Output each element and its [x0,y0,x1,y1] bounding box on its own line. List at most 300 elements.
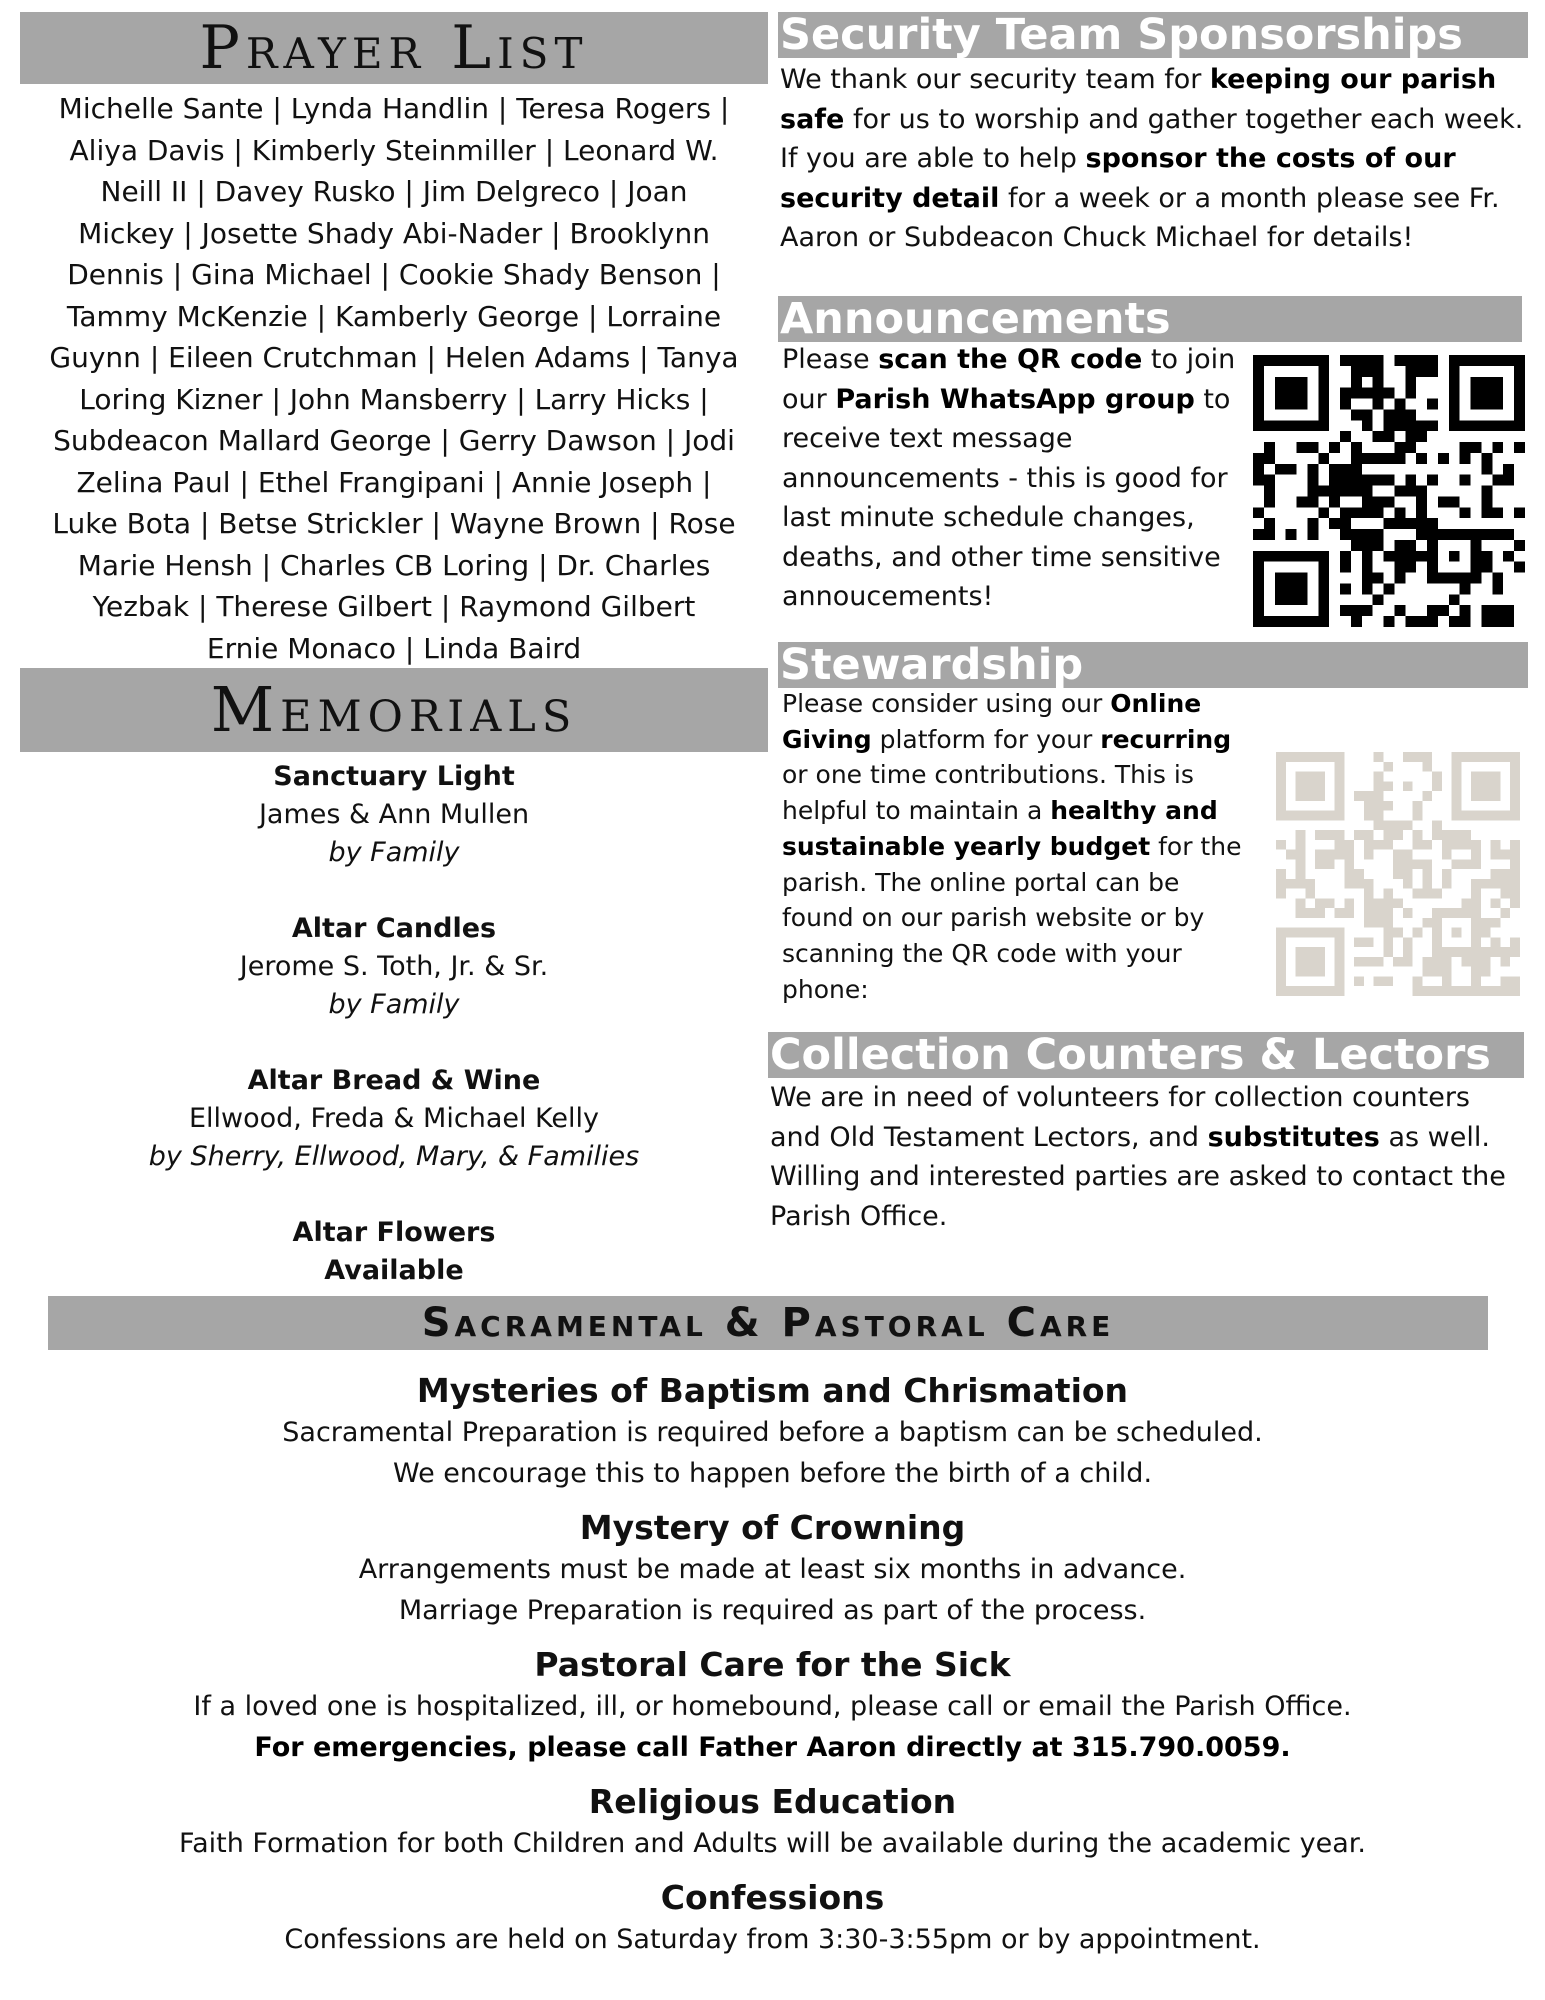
baptism-line-2: We encourage this to happen before the birth of a child. [392,1458,1153,1489]
qr-module [1416,431,1427,442]
qr-module [1276,889,1286,899]
confessions-line-1: Confessions are held on Saturday from 3:30-3:55pm or by appointment. [284,1924,1261,1955]
qr-module [1344,898,1354,908]
qr-module [1354,957,1364,967]
qr-module [1471,889,1481,899]
announcements-text-3: to receive text message announcements - this is good for last minute schedule changes, deaths, and other time sensitive annoucements! [782,383,1231,612]
qr-module [1427,616,1438,627]
qr-module [1514,562,1525,573]
crowning-line-2: Marriage Preparation is required as part of the process. [398,1595,1147,1626]
qr-module [1362,507,1373,518]
stewardship-text-4: for the parish. The online portal can be found on our parish website or by scanning the QR code with your phone: [782,831,1242,1004]
qr-module [1413,830,1423,840]
qr-module [1432,967,1442,977]
qr-module [1481,986,1491,996]
qr-module [1297,442,1308,453]
qr-module [1461,830,1471,840]
sacramental-header-bar [48,1296,1488,1350]
qr-module [1373,431,1384,442]
qr-module [1373,366,1384,377]
qr-module [1351,605,1362,616]
qr-module [1364,908,1374,918]
qr-module [1275,464,1286,475]
qr-module [1374,811,1384,821]
qr-module [1394,518,1405,529]
qr-module [1276,879,1286,889]
qr-module [1305,879,1315,889]
qr-module [1315,859,1325,869]
qr-module [1481,967,1491,977]
qr-module [1503,464,1514,475]
qr-module [1471,772,1500,801]
qr-module [1384,453,1395,464]
qr-module [1374,898,1384,908]
qr-module [1351,540,1362,551]
memorial-item [20,758,768,872]
qr-module [1413,859,1423,869]
qr-module [1364,791,1374,801]
qr-module [1383,820,1393,830]
qr-module [1510,986,1520,996]
qr-module [1364,889,1374,899]
memorials-title: Memorials [210,673,578,746]
qr-module [1351,486,1362,497]
qr-module [1383,840,1393,850]
whatsapp-qr-code-icon[interactable] [1253,355,1525,627]
qr-module [1351,377,1362,388]
qr-module [1325,850,1335,860]
qr-module [1442,830,1452,840]
qr-module [1403,947,1413,957]
qr-module [1514,507,1525,518]
memorial-item [20,910,768,1024]
qr-module [1422,957,1432,967]
qr-module [1351,409,1362,420]
qr-module [1427,605,1438,616]
qr-module [1403,781,1413,791]
qr-module [1403,937,1413,947]
qr-module [1491,869,1501,879]
qr-module [1364,840,1374,850]
security-text-2: for us to worship and gather together each week. If you are able to help [780,103,1524,174]
qr-module [1362,420,1373,431]
memorial-by: by Family [328,989,460,1020]
qr-module [1492,573,1503,584]
qr-module [1362,496,1373,507]
qr-module [1354,791,1364,801]
baptism-line-1: Sacramental Preparation is required before a baptism can be scheduled. [282,1417,1263,1448]
qr-module [1510,879,1520,889]
qr-module [1340,529,1351,540]
qr-module [1374,752,1384,762]
qr-module [1471,850,1481,860]
qr-module [1394,562,1405,573]
qr-module [1325,898,1335,908]
memorial-by: by Sherry, Ellwood, Mary, & Families [148,1141,640,1172]
stewardship-text-1: Please consider using our [782,689,1111,718]
qr-module [1492,605,1503,616]
qr-module [1413,889,1423,899]
qr-module [1403,869,1413,879]
qr-module [1394,453,1405,464]
stewardship-heading [778,642,1528,688]
qr-module [1413,752,1423,762]
qr-module [1373,475,1384,486]
qr-module [1442,840,1452,850]
qr-module [1432,957,1442,967]
qr-module [1374,781,1384,791]
qr-module [1264,496,1275,507]
qr-module [1481,464,1492,475]
stewardship-bold-3: healthy and sustainable yearly budget [782,796,1218,861]
qr-module [1481,918,1491,928]
qr-module [1471,840,1481,850]
qr-module [1416,529,1427,540]
qr-module [1253,464,1264,475]
qr-module [1307,486,1318,497]
qr-module [1364,801,1374,811]
qr-module [1394,486,1405,497]
qr-module [1510,850,1520,860]
qr-module [1491,918,1501,928]
qr-module [1344,879,1354,889]
qr-module [1416,507,1427,518]
qr-module [1335,850,1345,860]
qr-module [1253,529,1264,540]
qr-module [1264,529,1275,540]
qr-module [1403,957,1413,967]
qr-module [1296,908,1306,918]
qr-module [1461,957,1471,967]
qr-module [1492,583,1503,594]
qr-module [1276,840,1286,850]
qr-module [1394,605,1405,616]
qr-module [1416,355,1427,366]
stewardship-text-2: platform for your [871,724,1101,754]
qr-module [1329,442,1340,453]
qr-module [1307,442,1318,453]
qr-module [1340,518,1351,529]
memorial-names: Ellwood, Freda & Michael Kelly [188,1103,600,1134]
qr-module [1432,986,1442,996]
qr-module [1492,529,1503,540]
qr-module [1393,869,1403,879]
qr-module [1344,840,1354,850]
qr-module [1427,399,1438,410]
qr-module [1503,551,1514,562]
qr-module [1364,898,1374,908]
qr-module [1481,562,1492,573]
qr-module [1442,976,1452,986]
qr-module [1461,898,1471,908]
security-heading [778,12,1528,58]
education-heading: Religious Education [588,1782,957,1821]
qr-module [1344,908,1354,918]
qr-module [1460,507,1471,518]
qr-module [1305,889,1315,899]
qr-module [1264,442,1275,453]
prayer-list-line: Dennis | Gina Michael | Cookie Shady Benson | [67,258,721,291]
qr-module [1383,937,1393,947]
qr-module [1481,507,1492,518]
memorial-item [20,1062,768,1176]
qr-module [1394,399,1405,410]
memorial-by: by Family [328,837,460,868]
qr-module [1297,496,1308,507]
qr-module [1329,464,1340,475]
prayer-list-line: Aliya Davis | Kimberly Steinmiller | Leonard W. [69,133,719,167]
qr-module [1405,616,1416,627]
qr-module [1403,879,1413,889]
qr-module [1384,420,1395,431]
qr-module [1354,869,1364,879]
qr-module [1340,464,1351,475]
qr-module [1394,442,1405,453]
sacramental-body [0,1370,1545,1960]
qr-module [1364,879,1374,889]
counters-bold-1: substitutes [1207,1121,1380,1153]
security-bold-1: keeping our parish safe [780,64,1497,135]
qr-module [1373,573,1384,584]
qr-module [1253,507,1264,518]
qr-module [1393,898,1403,908]
qr-module [1362,551,1373,562]
announcements-bold-1: scan the QR code [878,344,1143,375]
qr-module [1500,947,1510,957]
qr-module [1500,850,1510,860]
memorials-header-bar [20,668,768,752]
qr-module [1422,840,1432,850]
qr-module [1491,898,1501,908]
qr-module [1340,562,1351,573]
security-body [780,60,1524,258]
qr-module [1318,453,1329,464]
qr-module [1438,496,1449,507]
qr-module [1481,879,1491,889]
qr-module [1460,475,1471,486]
qr-module [1422,889,1432,899]
qr-module [1481,486,1492,497]
qr-module [1364,850,1374,860]
qr-module [1405,420,1416,431]
qr-module [1403,820,1413,830]
qr-module [1374,918,1384,928]
qr-module [1500,869,1510,879]
qr-module [1427,420,1438,431]
qr-module [1510,898,1520,908]
stewardship-heading-text: Stewardship [780,642,1084,688]
prayer-list-line: Marie Hensh | Charles CB Loring | Dr. Charles [77,548,711,582]
memorial-title: Altar Bread & Wine [247,1065,541,1096]
qr-module [1492,507,1503,518]
qr-module [1471,957,1481,967]
qr-module [1253,453,1264,464]
qr-module [1405,366,1416,377]
prayer-list-names [20,88,768,669]
qr-module [1471,986,1481,996]
qr-module [1449,496,1460,507]
qr-module [1403,752,1413,762]
qr-module [1307,529,1318,540]
qr-module [1384,475,1395,486]
qr-module [1384,431,1395,442]
qr-module [1364,811,1374,821]
qr-module [1264,453,1275,464]
qr-module [1373,496,1384,507]
qr-module [1296,840,1306,850]
qr-module [1362,486,1373,497]
qr-module [1500,879,1510,889]
qr-module [1403,850,1413,860]
prayer-list-line: Ernie Monaco | Linda Baird [206,631,582,665]
memorials-list [20,758,768,1290]
sick-emergency-line: For emergencies, please call Father Aaron directly at 315.790.0059. [254,1732,1291,1763]
qr-module [1362,453,1373,464]
qr-module [1403,908,1413,918]
announcements-body [782,340,1242,617]
qr-module [1351,616,1362,627]
announcements-text-1: Please [782,344,879,375]
qr-module [1405,551,1416,562]
qr-module [1340,355,1351,366]
qr-module [1413,928,1423,938]
qr-module [1286,879,1296,889]
qr-module [1335,840,1345,850]
prayer-list-line: Tammy McKenzie | Kamberly George | Lorraine [66,299,722,333]
qr-module [1307,496,1318,507]
qr-module [1481,616,1492,627]
qr-module [1442,986,1452,996]
qr-module [1340,605,1351,616]
qr-module [1510,889,1520,899]
qr-module [1318,486,1329,497]
qr-module [1364,957,1374,967]
qr-module [1491,947,1501,957]
qr-module [1374,976,1384,986]
qr-module [1383,889,1393,899]
prayer-list-line: Subdeacon Mallard George | Gerry Dawson | Jodi [53,424,735,457]
qr-module [1318,507,1329,518]
qr-module [1384,518,1395,529]
qr-module [1422,967,1432,977]
qr-module [1432,889,1442,899]
qr-module [1325,859,1335,869]
qr-module [1471,967,1481,977]
qr-module [1405,431,1416,442]
qr-module [1514,442,1525,453]
qr-module [1264,475,1275,486]
qr-module [1394,540,1405,551]
crowning-heading: Mystery of Crowning [579,1508,966,1547]
qr-module [1383,801,1393,811]
qr-module [1514,540,1525,551]
qr-module [1296,850,1306,860]
qr-module [1438,605,1449,616]
sick-heading: Pastoral Care for the Sick [534,1645,1011,1684]
qr-module [1354,937,1364,947]
qr-module [1307,475,1318,486]
qr-module [1492,442,1503,453]
qr-module [1471,898,1481,908]
memorial-title: Altar Flowers [292,1217,496,1248]
qr-module [1452,830,1462,840]
qr-module [1422,869,1432,879]
qr-module [1296,898,1306,908]
prayer-list-line: Loring Kizner | John Mansberry | Larry Hicks | [79,382,709,416]
qr-module [1286,529,1297,540]
qr-module [1460,605,1471,616]
qr-module [1492,475,1503,486]
qr-module [1383,928,1393,938]
qr-module [1500,976,1510,986]
qr-module [1325,830,1335,840]
qr-module [1427,355,1438,366]
qr-module [1344,859,1354,869]
qr-module [1384,496,1395,507]
sacramental-title: Sacramental & Pastoral Care [421,1300,1115,1346]
counters-text-2: as well. Willing and interested parties are asked to contact the Parish Office. [770,1121,1506,1232]
qr-module [1481,453,1492,464]
qr-module [1344,850,1354,860]
qr-module [1405,355,1416,366]
online-giving-qr-code-icon[interactable] [1276,752,1520,996]
qr-module [1422,859,1432,869]
qr-module [1481,957,1491,967]
qr-module [1442,869,1452,879]
qr-module [1373,453,1384,464]
qr-module [1500,889,1510,899]
qr-module [1351,355,1362,366]
qr-module [1275,377,1308,410]
qr-module [1491,879,1501,889]
qr-module [1432,772,1442,782]
qr-module [1373,540,1384,551]
qr-module [1286,464,1297,475]
qr-module [1503,605,1514,616]
memorial-names: Jerome S. Toth, Jr. & Sr. [239,951,549,982]
qr-module [1405,486,1416,497]
qr-module [1413,840,1423,850]
qr-module [1510,937,1520,947]
qr-module [1362,475,1373,486]
qr-module [1351,442,1362,453]
prayer-list-line: Guynn | Eileen Crutchman | Helen Adams | Tanya [49,341,739,374]
qr-module [1442,967,1452,977]
qr-module [1340,583,1351,594]
qr-module [1362,529,1373,540]
qr-module [1329,475,1340,486]
qr-module [1374,801,1384,811]
crowning-line-1: Arrangements must be made at least six months in advance. [358,1554,1187,1585]
qr-module [1384,409,1395,420]
qr-module [1340,475,1351,486]
qr-module [1449,551,1460,562]
qr-module [1296,830,1306,840]
qr-module [1503,529,1514,540]
qr-module [1362,562,1373,573]
qr-module [1416,486,1427,497]
qr-module [1362,388,1373,399]
qr-module [1362,605,1373,616]
qr-module [1461,986,1471,996]
prayer-list-line: Michelle Sante | Lynda Handlin | Teresa Rogers | [58,92,730,125]
qr-module [1383,947,1393,957]
qr-module [1422,791,1432,801]
security-text-3: for a week or a month please see Fr. Aaron or Subdeacon Chuck Michael for details! [780,182,1500,253]
qr-module [1460,442,1471,453]
prayer-list-title: Prayer List [199,13,589,83]
qr-module [1364,937,1374,947]
